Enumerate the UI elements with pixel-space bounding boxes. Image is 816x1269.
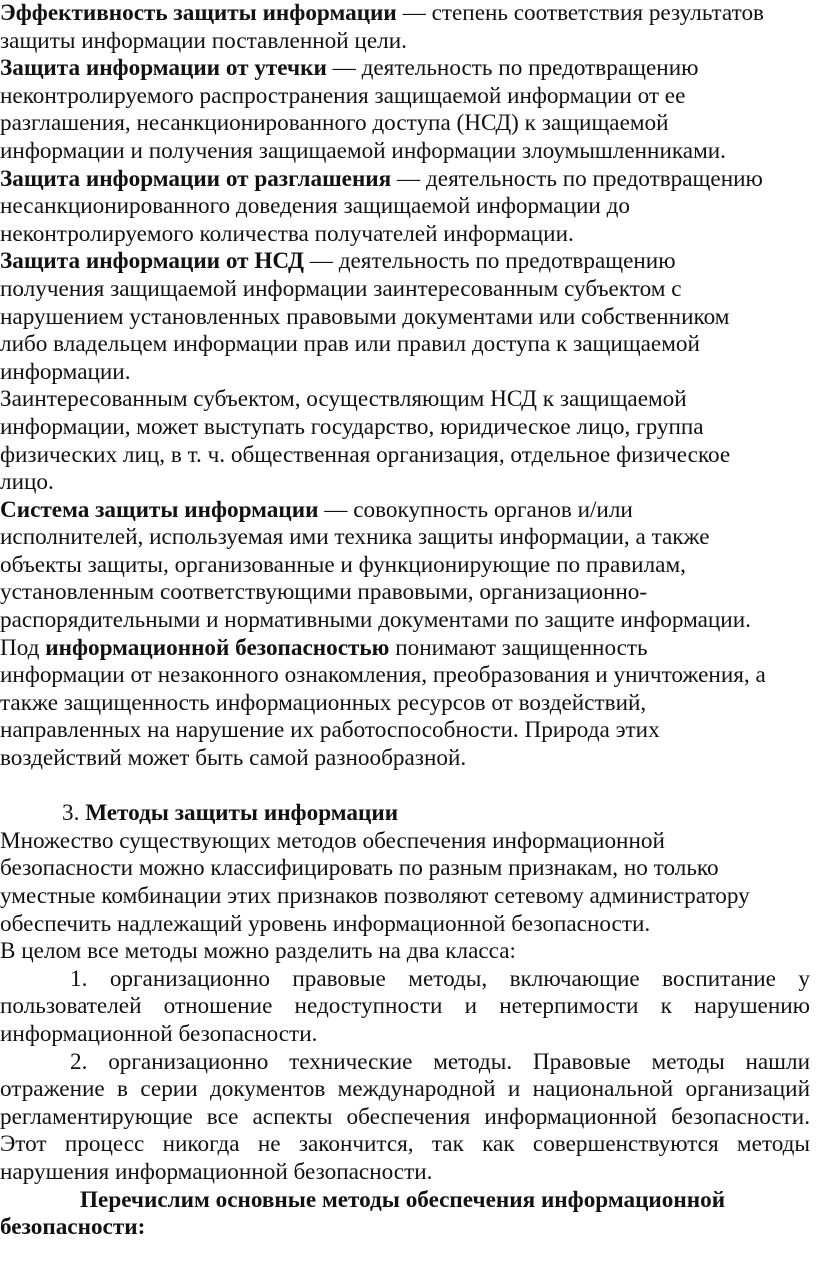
list-text: организационно правовые методы, включающие воспитание у bbox=[109, 965, 810, 992]
list-item bbox=[0, 1049, 810, 1187]
closing-heading-line: Перечислим основные методы обеспечения информационной bbox=[80, 1186, 726, 1213]
paragraph-line: Заинтересованным субъектом, осуществляющим НСД к защищаемой bbox=[0, 386, 687, 413]
paragraph-line: информации от незаконного ознакомления, преобразования и уничтожения, а bbox=[0, 662, 766, 689]
section-number: 3. bbox=[62, 800, 86, 827]
paragraph-line: безопасности можно классифицировать по разным признакам, но только bbox=[0, 855, 719, 882]
definition-text: информации и получения защищаемой информации злоумышленниками. bbox=[0, 137, 726, 164]
definition-text: — совокупность органов и/или bbox=[318, 496, 633, 523]
definition-text: — деятельность по предотвращению bbox=[303, 248, 676, 275]
paragraph-line: физических лиц, в т. ч. общественная организация, отдельное физическое bbox=[0, 441, 731, 468]
definition-text: информации. bbox=[0, 358, 131, 385]
paragraph-line: воздействий может быть самой разнообразной. bbox=[0, 745, 467, 772]
term-leak-protection: Защита информации от утечки bbox=[0, 55, 327, 82]
definition-text: установленным соответствующими правовыми, организационно- bbox=[0, 579, 648, 606]
definition-text: несанкционированного доведения защищаемой информации до bbox=[0, 193, 630, 220]
list-number: 2. bbox=[70, 1048, 109, 1075]
section-title: Методы защиты информации bbox=[85, 800, 399, 827]
paragraph-line: обеспечить надлежащий уровень информационной безопасности. bbox=[0, 910, 651, 937]
security-paragraph bbox=[0, 635, 816, 773]
definition-text: распорядительными и нормативными документами по защите информации. bbox=[0, 607, 751, 634]
section-heading bbox=[0, 800, 816, 828]
paragraph-line: уместные комбинации этих признаков позволяют сетевому администратору bbox=[0, 883, 750, 909]
definition-text: неконтролируемого распространения защищаемой информации от ее bbox=[0, 82, 686, 109]
paragraph-line: В целом все методы можно разделить на два класса: bbox=[0, 938, 516, 965]
definition-text: защиты информации поставленной цели. bbox=[0, 27, 407, 54]
methods-intro bbox=[0, 828, 816, 966]
definition-leak-protection bbox=[0, 55, 816, 165]
paragraph-line: направленных на нарушение их работоспособности. Природа этих bbox=[0, 717, 660, 744]
definition-effectiveness bbox=[0, 0, 816, 55]
paragraph-line: Множество существующих методов обеспечения информационной bbox=[0, 827, 665, 854]
list-item bbox=[0, 966, 810, 1049]
paragraph-line: также защищенность информационных ресурсов от воздействий, bbox=[0, 689, 647, 716]
definition-disclosure-protection bbox=[0, 166, 816, 249]
subject-paragraph bbox=[0, 386, 816, 496]
list-text: нарушения информационной безопасности. bbox=[0, 1158, 433, 1185]
definition-text: либо владельцем информации прав или правил доступа к защищаемой bbox=[0, 331, 700, 358]
term-disclosure-protection: Защита информации от разглашения bbox=[0, 165, 392, 192]
list-text: регламентирующие все аспекты обеспечения информационной безопасности. bbox=[0, 1103, 810, 1130]
list-text: информационной безопасности. bbox=[0, 1020, 318, 1047]
term-protection-system: Система защиты информации bbox=[0, 496, 319, 523]
paragraph-prefix: Под bbox=[0, 634, 46, 661]
definition-text: объекты защиты, организованные и функционирующие по правилам, bbox=[0, 551, 686, 578]
definition-protection-system bbox=[0, 497, 816, 635]
paragraph-line: лицо. bbox=[0, 469, 54, 496]
list-text: Этот процесс никогда не закончится, так как совершенствуются методы bbox=[0, 1131, 810, 1158]
definition-text: — деятельность по предотвращению bbox=[326, 55, 699, 82]
definition-text: — степень соответствия результатов bbox=[396, 0, 764, 26]
term-effectiveness: Эффективность защиты информации bbox=[0, 0, 397, 26]
definition-nsd-protection bbox=[0, 248, 816, 386]
definition-text: разглашения, несанкционированного доступа (НСД) к защищаемой bbox=[0, 110, 669, 137]
definition-text: — деятельность по предотвращению bbox=[391, 165, 763, 192]
closing-heading bbox=[0, 1187, 816, 1242]
list-text: организационно технические методы. Правовые методы нашли bbox=[108, 1048, 810, 1075]
paragraph-line: информации, может выступать государство, юридическое лицо, группа bbox=[0, 413, 704, 440]
definition-text: нарушением установленных правовыми документами или собственником bbox=[0, 303, 730, 330]
definition-text: получения защищаемой информации заинтересованным субъектом с bbox=[0, 275, 682, 302]
list-text: отражение в серии документов международной и национальной организаций bbox=[0, 1076, 810, 1103]
paragraph-line: понимают защищенность bbox=[389, 634, 648, 661]
definition-text: неконтролируемого количества получателей информации. bbox=[0, 220, 574, 247]
term-information-security: информационной безопасностью bbox=[45, 634, 390, 661]
list-number: 1. bbox=[70, 965, 110, 992]
definition-text: исполнителей, используемая ими техника защиты информации, а также bbox=[0, 524, 710, 551]
list-text: пользователей отношение недоступности и нетерпимости к нарушению bbox=[0, 993, 810, 1020]
term-nsd-protection: Защита информации от НСД bbox=[0, 248, 304, 275]
closing-heading-line: безопасности: bbox=[0, 1214, 146, 1241]
